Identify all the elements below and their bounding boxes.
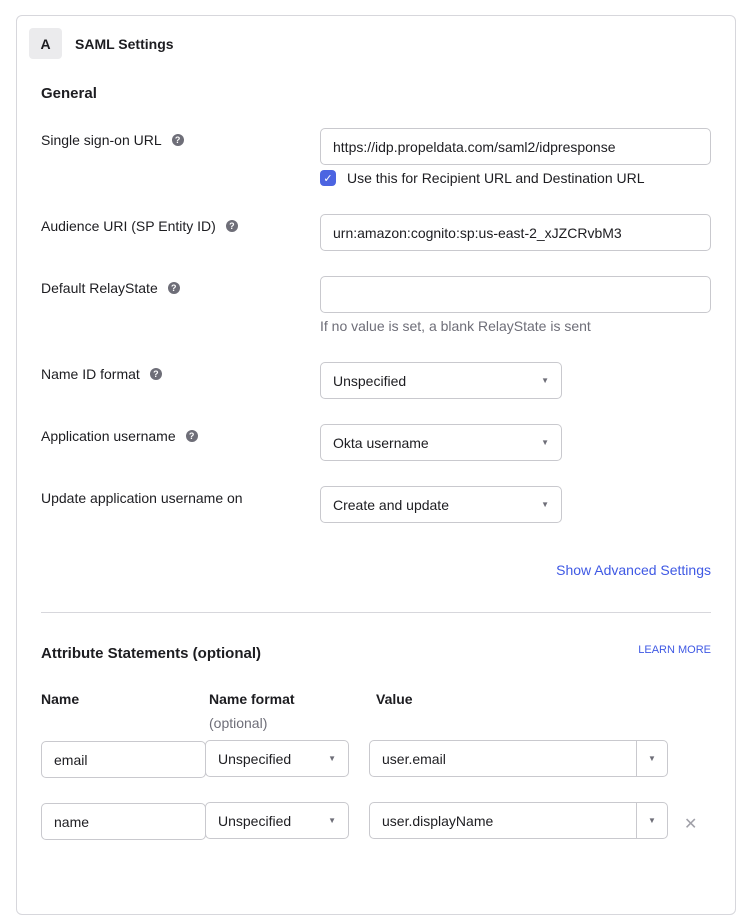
update-on-select[interactable] <box>320 486 562 523</box>
show-advanced-settings-link[interactable]: Show Advanced Settings <box>556 562 711 578</box>
app-username-label <box>41 428 198 444</box>
update-on-label: Update application username on <box>41 490 243 506</box>
divider <box>41 612 711 613</box>
chevron-down-icon[interactable]: ▼ <box>648 754 656 763</box>
section-title: SAML Settings <box>75 36 174 52</box>
chevron-down-icon: ▼ <box>328 754 336 763</box>
chevron-down-icon: ▼ <box>328 816 336 825</box>
help-icon[interactable]: ? <box>186 430 198 442</box>
step-badge: A <box>29 28 62 59</box>
select-value: Unspecified <box>333 372 407 389</box>
chevron-down-icon: ▼ <box>541 438 549 447</box>
chevron-down-icon[interactable]: ▼ <box>648 816 656 825</box>
relaystate-input[interactable] <box>320 276 711 313</box>
label-text: Name ID format <box>41 366 140 382</box>
relaystate-hint: If no value is set, a blank RelayState is sent <box>320 318 591 334</box>
recipient-checkbox-row[interactable] <box>320 170 645 186</box>
col-value-header: Value <box>376 691 413 707</box>
label-text: Application username <box>41 428 176 444</box>
attr-value-combo[interactable] <box>369 802 668 839</box>
learn-more-link[interactable]: LEARN MORE <box>638 644 711 656</box>
col-format-sub: (optional) <box>209 715 268 731</box>
name-id-select[interactable] <box>320 362 562 399</box>
checkbox-checked-icon[interactable]: ✓ <box>320 170 336 186</box>
select-value: Unspecified <box>218 812 292 829</box>
col-name-header: Name <box>41 691 80 707</box>
remove-row-icon[interactable]: ✕ <box>684 816 698 833</box>
audience-input[interactable]: urn:amazon:cognito:sp:us-east-2_xJZCRvbM3 <box>320 214 711 251</box>
attr-format-select[interactable] <box>205 802 349 839</box>
label-text: Default RelayState <box>41 280 158 296</box>
name-id-label <box>41 366 162 382</box>
attr-format-select[interactable] <box>205 740 349 777</box>
attr-name-input[interactable]: name <box>41 803 206 840</box>
label-text: Audience URI (SP Entity ID) <box>41 218 216 234</box>
chevron-down-icon: ▼ <box>541 500 549 509</box>
chevron-down-icon: ▼ <box>541 376 549 385</box>
combo-value[interactable]: user.displayName <box>370 803 637 838</box>
sso-url-input[interactable]: https://idp.propeldata.com/saml2/idpresponse <box>320 128 711 165</box>
attr-value-combo[interactable] <box>369 740 668 777</box>
select-value: Create and update <box>333 496 449 513</box>
col-format-header: Name format <box>209 691 295 707</box>
attr-name-input[interactable]: email <box>41 741 206 778</box>
help-icon[interactable]: ? <box>150 368 162 380</box>
label-text: Single sign-on URL <box>41 132 162 148</box>
combo-value[interactable]: user.email <box>370 741 637 776</box>
attribute-statements-heading: Attribute Statements (optional) <box>41 645 261 662</box>
select-value: Unspecified <box>218 750 292 767</box>
audience-label <box>41 218 238 234</box>
help-icon[interactable]: ? <box>168 282 180 294</box>
help-icon[interactable]: ? <box>172 134 184 146</box>
app-username-select[interactable] <box>320 424 562 461</box>
checkbox-label: Use this for Recipient URL and Destination URL <box>347 170 645 186</box>
help-icon[interactable]: ? <box>226 220 238 232</box>
relaystate-label <box>41 280 180 296</box>
select-value: Okta username <box>333 434 429 451</box>
general-heading: General <box>41 85 97 102</box>
sso-url-label <box>41 132 184 148</box>
